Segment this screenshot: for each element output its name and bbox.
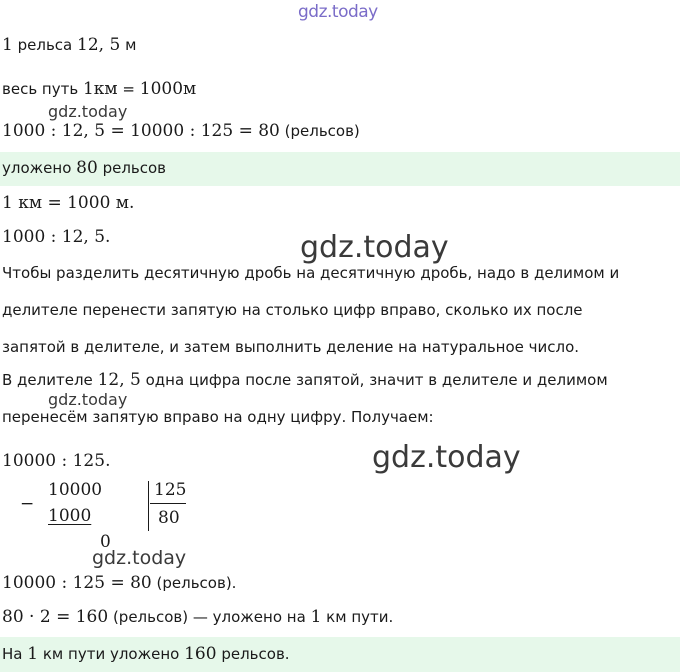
text-laid-on: (рельсов) — уложено на: [112, 608, 306, 626]
line-km-conversion: 1 км = 1000 м.: [2, 193, 135, 213]
line-multiplication: [2, 607, 393, 627]
math-multiplication: 80 · 2 = 160: [2, 607, 109, 627]
text-unit-m: м: [125, 36, 137, 54]
math-one-final: 1: [27, 644, 39, 664]
text-km-path: км пути.: [326, 608, 394, 626]
line-new-division: 10000 : 125.: [2, 451, 111, 471]
text-rail: рельса: [17, 36, 73, 54]
text-laid: уложено: [2, 159, 72, 177]
watermark-4: gdz.today: [372, 440, 521, 475]
text-one-digit: одна цифра после запятой, значит в делителе и делимом: [145, 371, 608, 389]
rule-line-1: Чтобы разделить десятичную дробь на десятичную дробь, надо в делимом и: [2, 264, 620, 282]
text-whole-path: весь путь: [2, 80, 79, 98]
text-equals: =: [122, 80, 135, 98]
line-final-answer: [2, 644, 290, 664]
math-one-km: 1: [310, 607, 322, 627]
math-division-answer: 10000 : 125 = 80: [2, 573, 152, 593]
math-1000m: 1000м: [139, 79, 197, 99]
division-quotient: 80: [158, 508, 180, 528]
watermark-3: gdz.today: [48, 390, 128, 409]
math-division: 1000 : 12, 5 = 10000 : 125 = 80: [2, 121, 280, 141]
division-divisor: 125: [154, 480, 187, 500]
division-remainder: 0: [100, 532, 111, 552]
rule-line-3: запятой в делителе, и затем выполнить деление на натуральное число.: [2, 338, 580, 356]
watermark-2: gdz.today: [300, 230, 449, 265]
math-160: 160: [184, 644, 217, 664]
text-rails-final: рельсов.: [221, 645, 290, 663]
math-divisor: 12, 5: [97, 370, 141, 390]
line-whole-path: [2, 79, 196, 99]
text-in-divisor: В делителе: [2, 371, 93, 389]
line-division-setup: 1000 : 12, 5.: [2, 227, 111, 247]
line-rail-length: [2, 35, 136, 55]
text-rails: (рельсов): [284, 122, 360, 140]
math-one: 1: [2, 35, 13, 55]
text-km-laid: км пути уложено: [42, 645, 180, 663]
division-dividend: 10000: [48, 480, 103, 500]
text-on: На: [2, 645, 23, 663]
watermark-1: gdz.today: [48, 102, 128, 121]
watermark-5: gdz.today: [92, 547, 187, 569]
math-rail-length: 12, 5: [77, 35, 121, 55]
text-rails-3: (рельсов).: [156, 574, 237, 592]
division-divisor-line: [150, 503, 186, 504]
line-answer-laid: [2, 158, 166, 178]
line-division-answer: [2, 573, 236, 593]
line-division-result: [2, 121, 360, 141]
divisor-note-line-2: перенесём запятую вправо на одну цифру. Получаем:: [2, 408, 434, 426]
division-minus: −: [20, 494, 35, 514]
division-vertical-bar: [148, 481, 149, 531]
math-80: 80: [76, 158, 98, 178]
math-1km: 1км: [82, 79, 118, 99]
text-rails-2: рельсов: [102, 159, 167, 177]
rule-line-2: делителе перенести запятую на столько цифр вправо, сколько их после: [2, 301, 583, 319]
watermark-top: gdz.today: [298, 2, 378, 22]
divisor-note-line-1: [2, 370, 608, 390]
division-subtrahend: 1000: [48, 506, 92, 526]
